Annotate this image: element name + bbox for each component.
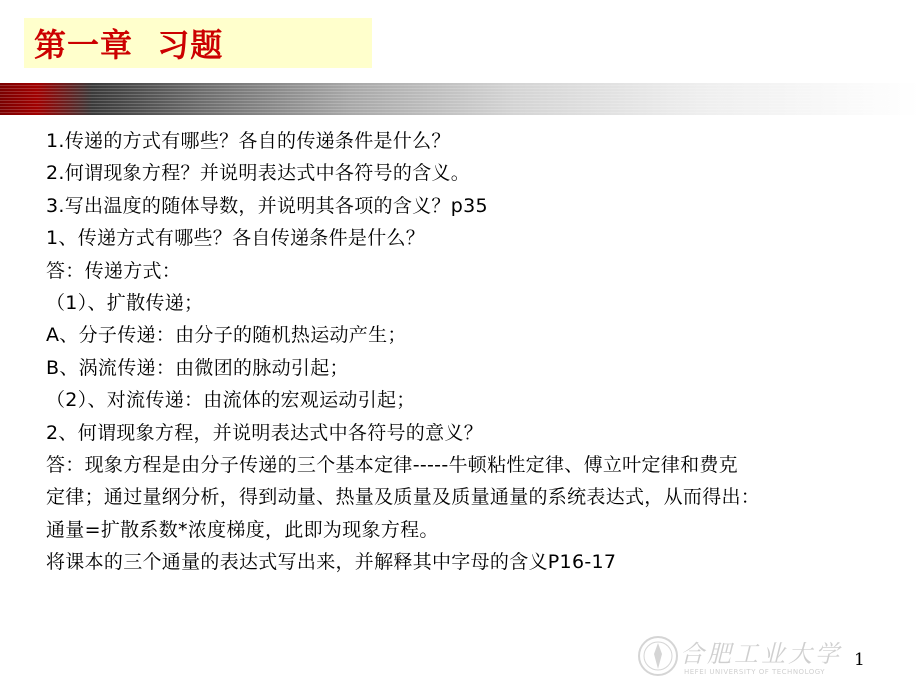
title-box bbox=[24, 18, 372, 68]
body-line: 定律；通过量纲分析，得到动量、热量及质量及质量通量的系统表达式，从而得出： bbox=[46, 486, 761, 509]
page-number: 1 bbox=[854, 650, 865, 670]
university-watermark bbox=[636, 630, 842, 682]
body-line: 1.传递的方式有哪些？各自的传递条件是什么？ bbox=[46, 130, 451, 152]
body-line: A、分子传递：由分子的随机热运动产生； bbox=[46, 324, 407, 347]
body-line: 将课本的三个通量的表达式写出来，并解释其中字母的含义P16-17 bbox=[46, 551, 617, 574]
body-line: 1、传递方式有哪些？各自传递条件是什么？ bbox=[46, 227, 426, 250]
watermark-subtext: HEFEI UNIVERSITY OF TECHNOLOGY bbox=[684, 668, 826, 676]
slide-body bbox=[46, 125, 916, 578]
watermark-text: 合肥工业大学 bbox=[680, 640, 842, 668]
body-line: 2.何谓现象方程？并说明表达式中各符号的含义。 bbox=[46, 162, 471, 185]
body-line: B、涡流传递：由微团的脉动引起； bbox=[46, 356, 349, 379]
body-line: 答：传递方式： bbox=[46, 259, 182, 282]
decorative-gradient-bar bbox=[0, 83, 920, 115]
body-line: 通量=扩散系数*浓度梯度，此即为现象方程。 bbox=[46, 518, 439, 541]
body-line: 答：现象方程是由分子传递的三个基本定律-----牛顿粘性定律、傅立叶定律和费克 bbox=[46, 453, 738, 476]
body-line: 2、何谓现象方程，并说明表达式中各符号的意义？ bbox=[46, 421, 483, 444]
body-line: 3.写出温度的随体导数，并说明其各项的含义？p35 bbox=[46, 194, 488, 217]
slide-title: 第一章 习题 bbox=[34, 26, 224, 64]
body-line: （1）、扩散传递； bbox=[46, 291, 204, 314]
body-line: （2）、对流传递：由流体的宏观运动引起； bbox=[46, 389, 416, 412]
university-seal-icon bbox=[636, 634, 680, 678]
